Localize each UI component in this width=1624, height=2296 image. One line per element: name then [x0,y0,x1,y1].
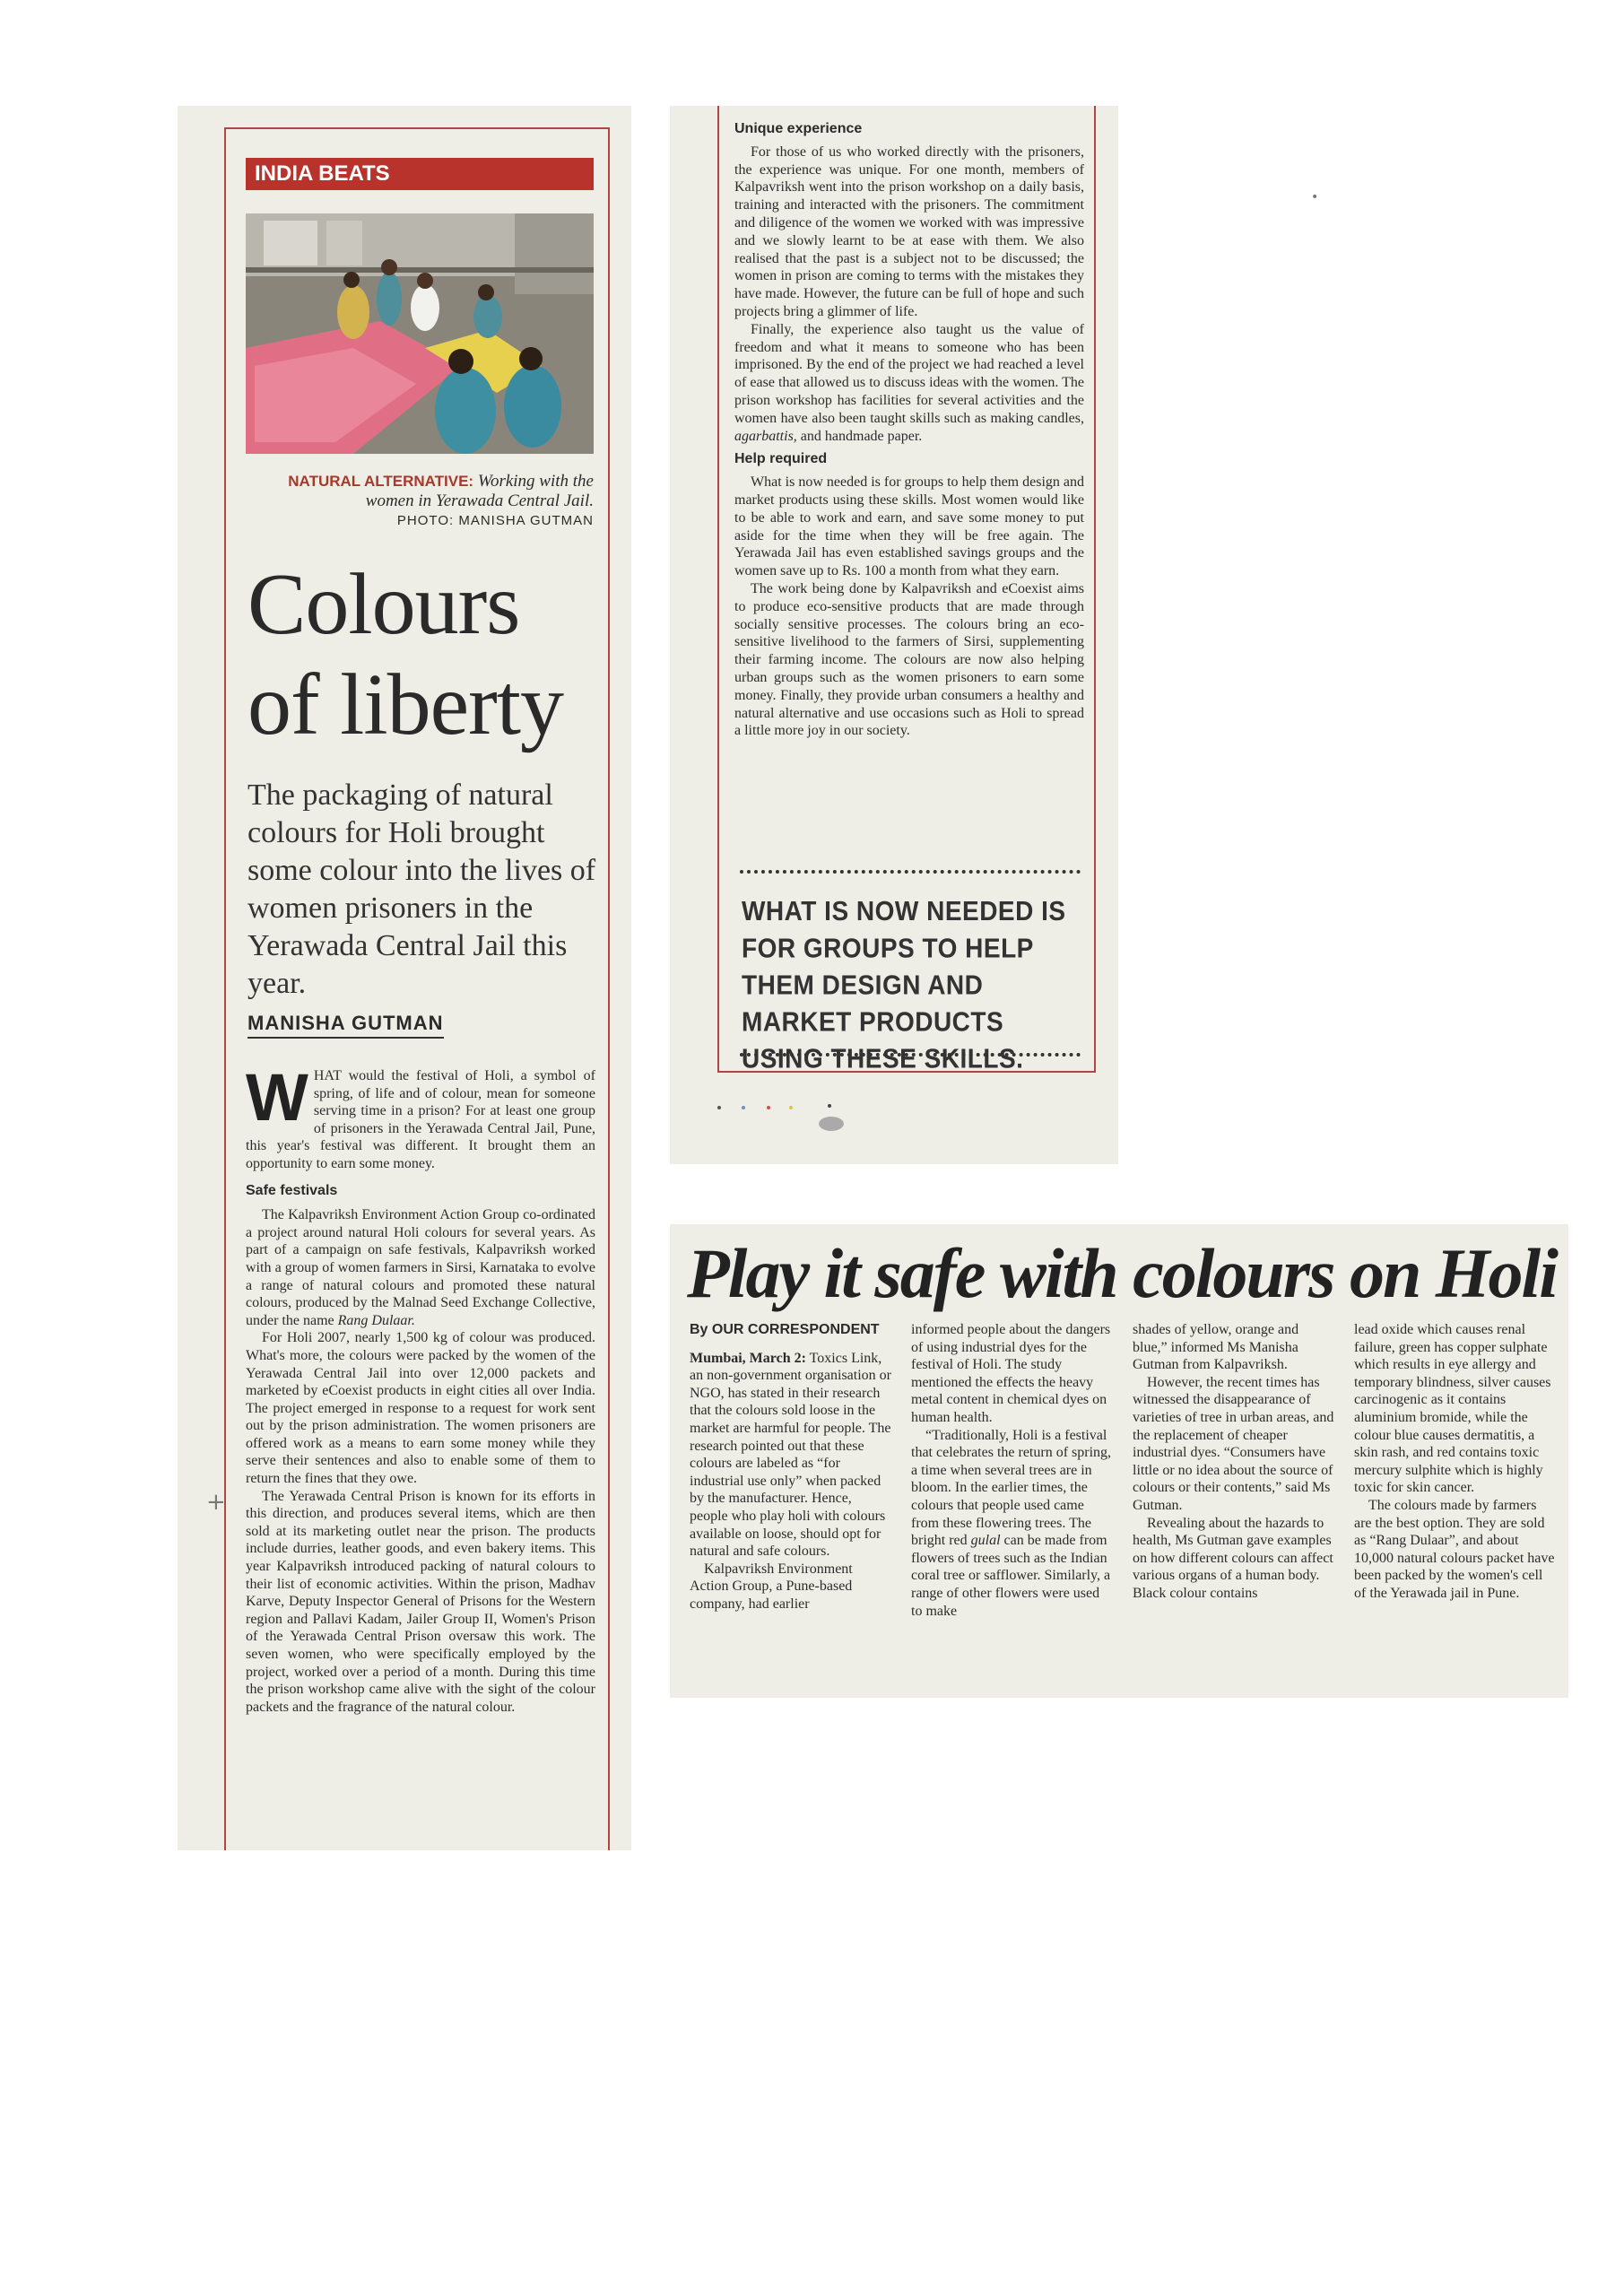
article-body [246,1060,595,1716]
body-text: The Kalpavriksh Environment Action Group co-ordinated a project around natural Holi colours for several years. As part of a campaign on safe festivals, Kalpavriksh worked with a group of women farmers in Sirsi, Karnataka to evolve a range of natural colours and promoted these natural colours, produced by the Malnad Seed Exchange Collective, under the name [246,1207,595,1328]
body-text: Finally, the experience also taught us the value of freedom and what it means to someone who has been imprisoned. By the end of the project we had reached a level of ease that allowed us to discuss ideas with the women. The prison workshop has facilities for several activities and the women have also been taught skills such as making candles, [734,321,1084,426]
drop-cap: W [246,1060,308,1135]
body-text: “Traditionally, Holi is a festival that celebrates the return of spring, a time when several trees are in bloom. In the earlier times, the colours that people used came from these flowering trees. The bright red [911,1427,1112,1549]
body-paragraph: For Holi 2007, nearly 1,500 kg of colour was produced. What's more, the colours were packed by the women of the Yerawada Central Jail into over 12,000 packets and marketed by eCoexist products in eight cities all over India. The project emerged in response to a request for work sent out by the prison administration. The women prisoners are offered work as a means to earn some money while they serve their sentences and also to enable some of them to return the fines that they owe. [246,1330,595,1487]
body-text: Toxics Link, an non-government organisation or NGO, has stated in their research that the colours sold loose in the market are harmful for people. The research pointed out that these colours are labeled as “for industrial use only” when packed by the manufacturer. Hence, people who play holi with colours available on loose, should opt for natural and safe colours. [690,1350,891,1560]
pull-quote: WHAT IS NOW NEEDED IS FOR GROUPS TO HELP THEM DESIGN AND MARKET PRODUCTS USING THESE SKILLS. [742,896,1066,1074]
body-italic: gulal [970,1533,1001,1549]
subhead-unique-experience: Unique experience [734,121,863,136]
article-play-it-safe [670,1224,1568,1698]
headline [248,554,606,755]
headline-line-1: Colours [248,556,520,653]
body-paragraph: For those of us who worked directly with the prisoners, the experience was unique. For one month, members of Kalpavriksh went into the prison workshop on a daily basis, training and interacted with the prisoners. The commitment and diligence of the women we worked with was impressive and we slowly learnt to be at ease with them. We also realised that the past is a subject not to be discussed; the women in prison are coming to terms with the mistakes they have made. However, the future can be full of hope and such projects bring a glimmer of life. [734,144,1084,319]
color-dots-decoration [715,1097,894,1133]
standfirst: The packaging of natural colours for Holi brought some colour into the lives of women prisoners in the Yerawada Central Jail this year. [248,778,596,1000]
article-columns [690,1321,1556,1620]
body-paragraph: The colours made by farmers are the best option. They are sold as “Rang Dulaar”, and about 10,000 natural colours packet have been packed by the women's cell of the Yerawada jail in Pune. [1354,1497,1555,1601]
caption-text: Working with the women in Yerawada Central Jail. [365,472,594,510]
article-continuation [670,106,1118,1164]
column-3 [1133,1321,1334,1620]
body-paragraph [911,1427,1113,1621]
headline: Play it safe with colours on Holi [687,1234,1557,1312]
body-paragraph: lead oxide which causes renal failure, green has copper sulphate which results in eye allergy and temporary blindness, silver causes carcinogenic as it contains aluminium bromide, while the colour blue causes dermatitis, a skin rash, and red contains toxic mercury sulphite which is highly toxic for skin cancer. [1354,1322,1551,1496]
headline-line-2: of liberty [248,657,563,753]
intro-text: HAT would the festival of Holi, a symbol of spring, of life and of colour, mean for someone serving time in a prison? For at least one group of prisoners in the Yerawada Central Jail, Pune, this year's festival was different. It brought them an opportunity to earn some money. [246,1068,595,1171]
body-paragraph: shades of yellow, orange and blue,” informed Ms Manisha Gutman from Kalpavriksh. [1133,1322,1299,1373]
photo-credit: PHOTO: MANISHA GUTMAN [396,513,594,528]
body-paragraph: However, the recent times has witnessed the disappearance of varieties of tree in urban areas, and the replacement of cheaper industrial dyes. “Consumers have little or no idea about the source of colours or their contents,” said Ms Gutman. [1133,1374,1334,1513]
scan-dot-icon: • [1311,190,1319,204]
subhead-help-required: Help required [734,451,828,467]
subhead-safe-festivals: Safe festivals [246,1182,338,1198]
body-paragraph: Revealing about the hazards to health, Ms Gutman gave examples on how different colours can affect various organs of a human body. Black colour contains [1133,1515,1333,1601]
byline: MANISHA GUTMAN [248,1012,444,1039]
body-text: can be made from flowers of trees such as the Indian coral tree or safflower. Similarly, a range of other flowers were used to make [911,1533,1111,1619]
body-paragraph [734,321,1084,446]
column-1 [690,1321,891,1620]
article-body [734,115,1084,740]
body-paragraph: What is now needed is for groups to help them design and market products using these skills. Most women would like to be able to work and earn, and save some money to put aside for the time when they will be free again. The Yerawada Jail has even established savings groups and the women save up to Rs. 100 a month from what they earn. [734,474,1084,579]
photo-caption [246,472,594,531]
body-paragraph: Kalpavriksh Environment Action Group, a Pune-based company, had earlier [690,1561,853,1612]
dateline: Mumbai, March 2: [690,1350,806,1366]
column-2 [911,1321,1113,1620]
column-4 [1354,1321,1556,1620]
body-paragraph: The Yerawada Central Prison is known for its efforts in this direction, and produces several items, which are then sold at its marketing outlet near the prison. The products include durries, leather goods, and even bakery items. This year Kalpavriksh introduced packing of natural colours to their list of economic activities. Within the prison, Madhav Karve, Deputy Inspector General of Prisons for the Western region and Pallavi Kadam, Jailer Group II, Women's Prison of the Yerawada Central Prison oversaw this work. The seven women, who were specifically employed by the project, worked over a period of a month. During this time the prison workshop came alive with the sight of the colour packets and the fragrance of the natural colour. [246,1488,595,1715]
byline: By OUR CORRESPONDENT [690,1322,880,1337]
body-paragraph [246,1206,595,1329]
section-banner: INDIA BEATS [246,158,594,190]
body-paragraph: The work being done by Kalpavriksh and eCoexist aims to produce eco-sensitive products that are made through socially sensitive processes. The colours bring an eco-sensitive livelihood to the farmers of Sirsi, supplementing their farming income. The colours are now also helping urban groups such as the women prisoners to earn some money. Finally, they provide urban consumers a healthy and natural alternative and use occasions such as Holi to spread a little more joy in our society. [734,580,1084,739]
body-text: and handmade paper. [800,428,923,444]
body-italic: agarbattis, [734,428,797,444]
caption-lead: NATURAL ALTERNATIVE: [288,473,474,490]
body-paragraph [690,1350,891,1561]
brand-name: Rang Dulaar. [337,1312,415,1328]
body-paragraph: informed people about the dangers of using industrial dyes for the festival of Holi. The study mentioned the effects the heavy metal content in chemical dyes on human health. [911,1322,1111,1425]
article-colours-of-liberty [178,106,631,1850]
intro-paragraph [246,1060,595,1173]
article-photo [246,213,594,454]
crosshair-icon: + [206,1489,226,1516]
divider-bottom [740,1053,1081,1057]
divider-top [740,870,1081,874]
